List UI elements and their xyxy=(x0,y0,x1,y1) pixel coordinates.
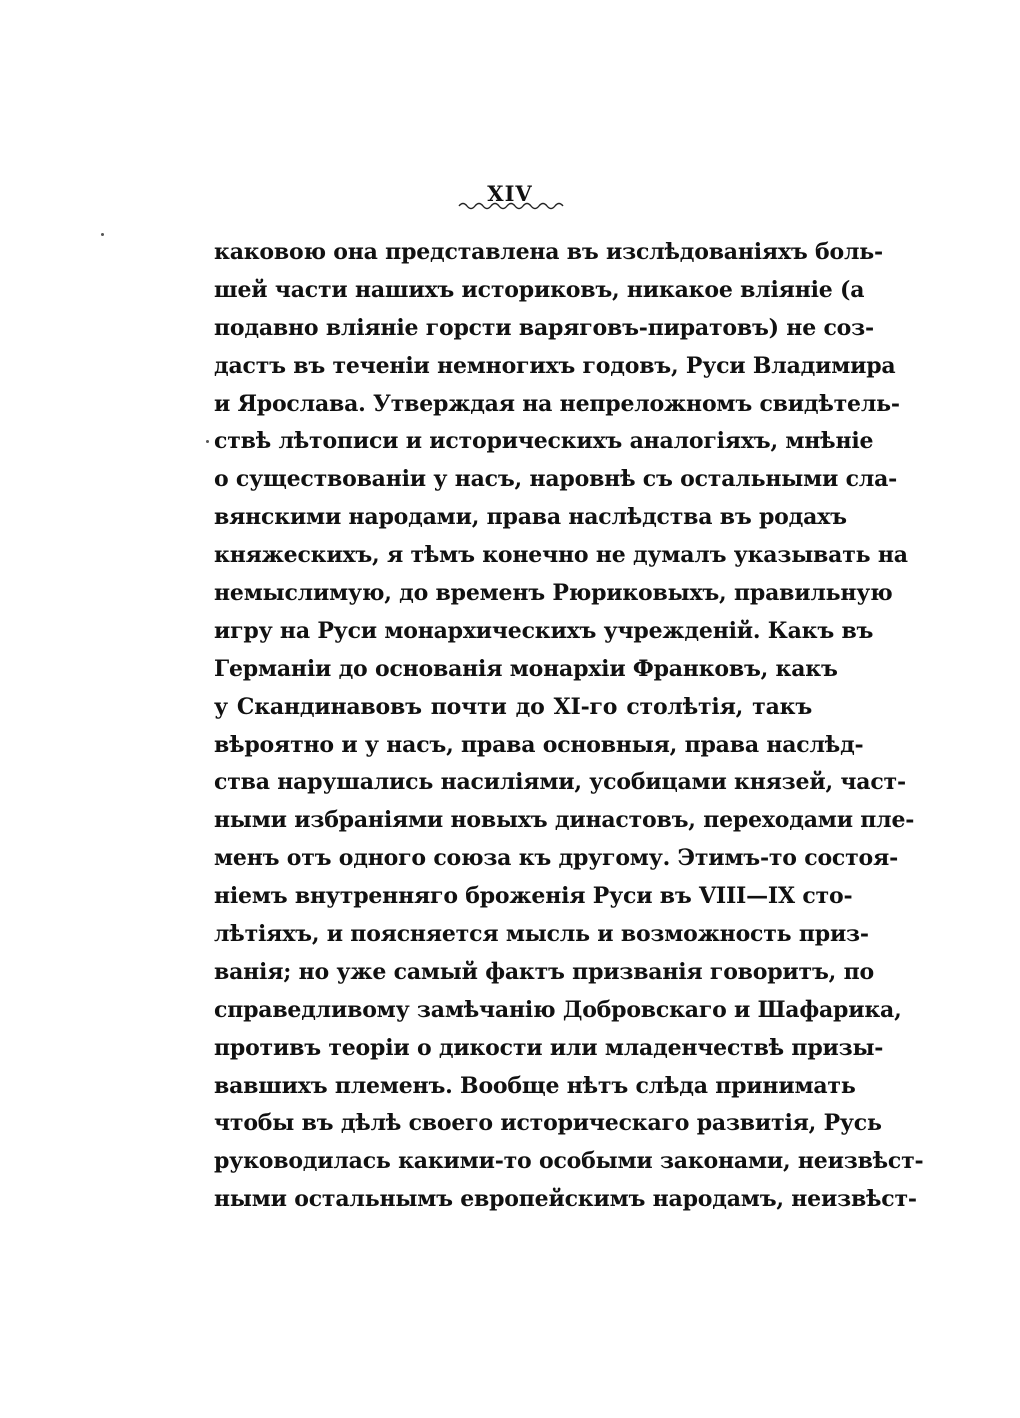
text-line: лѣтіяхъ, и поясняется мысль и возможность приз- xyxy=(214,921,869,948)
text-line: игру на Руси монархическихъ учрежденій. Какъ въ xyxy=(214,617,874,644)
text-line: и Ярослава. Утверждая на непреложномъ свидѣтель- xyxy=(214,390,900,417)
page-number: XIV xyxy=(487,181,533,206)
text-line: менъ отъ одного союза къ другому. Этимъ-то состоя- xyxy=(214,845,898,872)
text-line: шей части нашихъ историковъ, никакое вліяніе (а xyxy=(214,276,865,303)
text-line: противъ теоріи о дикости или младенчествѣ призы- xyxy=(214,1034,884,1061)
text-line: ными остальнымъ европейскимъ народамъ, неизвѣст- xyxy=(214,1186,917,1213)
text-line: княжескихъ, я тѣмъ конечно не думалъ указывать на xyxy=(214,542,908,569)
text-line: ніемъ внутренняго броженія Руси въ VIII—IX сто- xyxy=(214,883,853,910)
text-line: ванія; но уже самый фактъ призванія говоритъ, по xyxy=(214,958,874,985)
text-line: чтобы въ дѣлѣ своего историческаго развитія, Русь xyxy=(214,1110,882,1137)
text-line: подавно вліяніе горсти варяговъ-пиратовъ) не соз- xyxy=(214,314,874,341)
text-line: о существованіи у насъ, наровнѣ съ остальными сла- xyxy=(214,466,898,493)
text-line: вѣроятно и у насъ, права основныя, права наслѣд- xyxy=(214,731,864,758)
text-line: ствѣ лѣтописи и историческихъ аналогіяхъ, мнѣніе xyxy=(214,428,874,455)
text-line: руководилась какими-то особыми законами, неизвѣст- xyxy=(214,1148,924,1175)
text-line: немыслимую, до временъ Рюриковыхъ, правильную xyxy=(214,580,893,607)
text-line: у Скандинавовъ почти до XI-го столѣтія, такъ xyxy=(214,693,812,720)
text-line: ными избраніями новыхъ династовъ, переходами пле- xyxy=(214,807,915,834)
body-text xyxy=(214,234,924,1219)
text-line: вянскими народами, права наслѣдства въ родахъ xyxy=(214,504,847,531)
text-line: дастъ въ теченіи немногихъ годовъ, Руси Владимира xyxy=(214,352,896,379)
text-line: вавшихъ племенъ. Вообще нѣтъ слѣда принимать xyxy=(214,1072,856,1099)
text-line: справедливому замѣчанію Добровскаго и Шафарика, xyxy=(214,996,902,1023)
paper-speck xyxy=(101,233,104,236)
wavy-ornament-icon xyxy=(457,199,567,213)
paper-speck xyxy=(206,440,209,443)
text-line: ства нарушались насиліями, усобицами князей, част- xyxy=(214,769,906,796)
text-line: каковою она представлена въ изслѣдованіяхъ боль- xyxy=(214,239,883,265)
text-line: Германіи до основанія монархіи Франковъ, какъ xyxy=(214,655,838,682)
